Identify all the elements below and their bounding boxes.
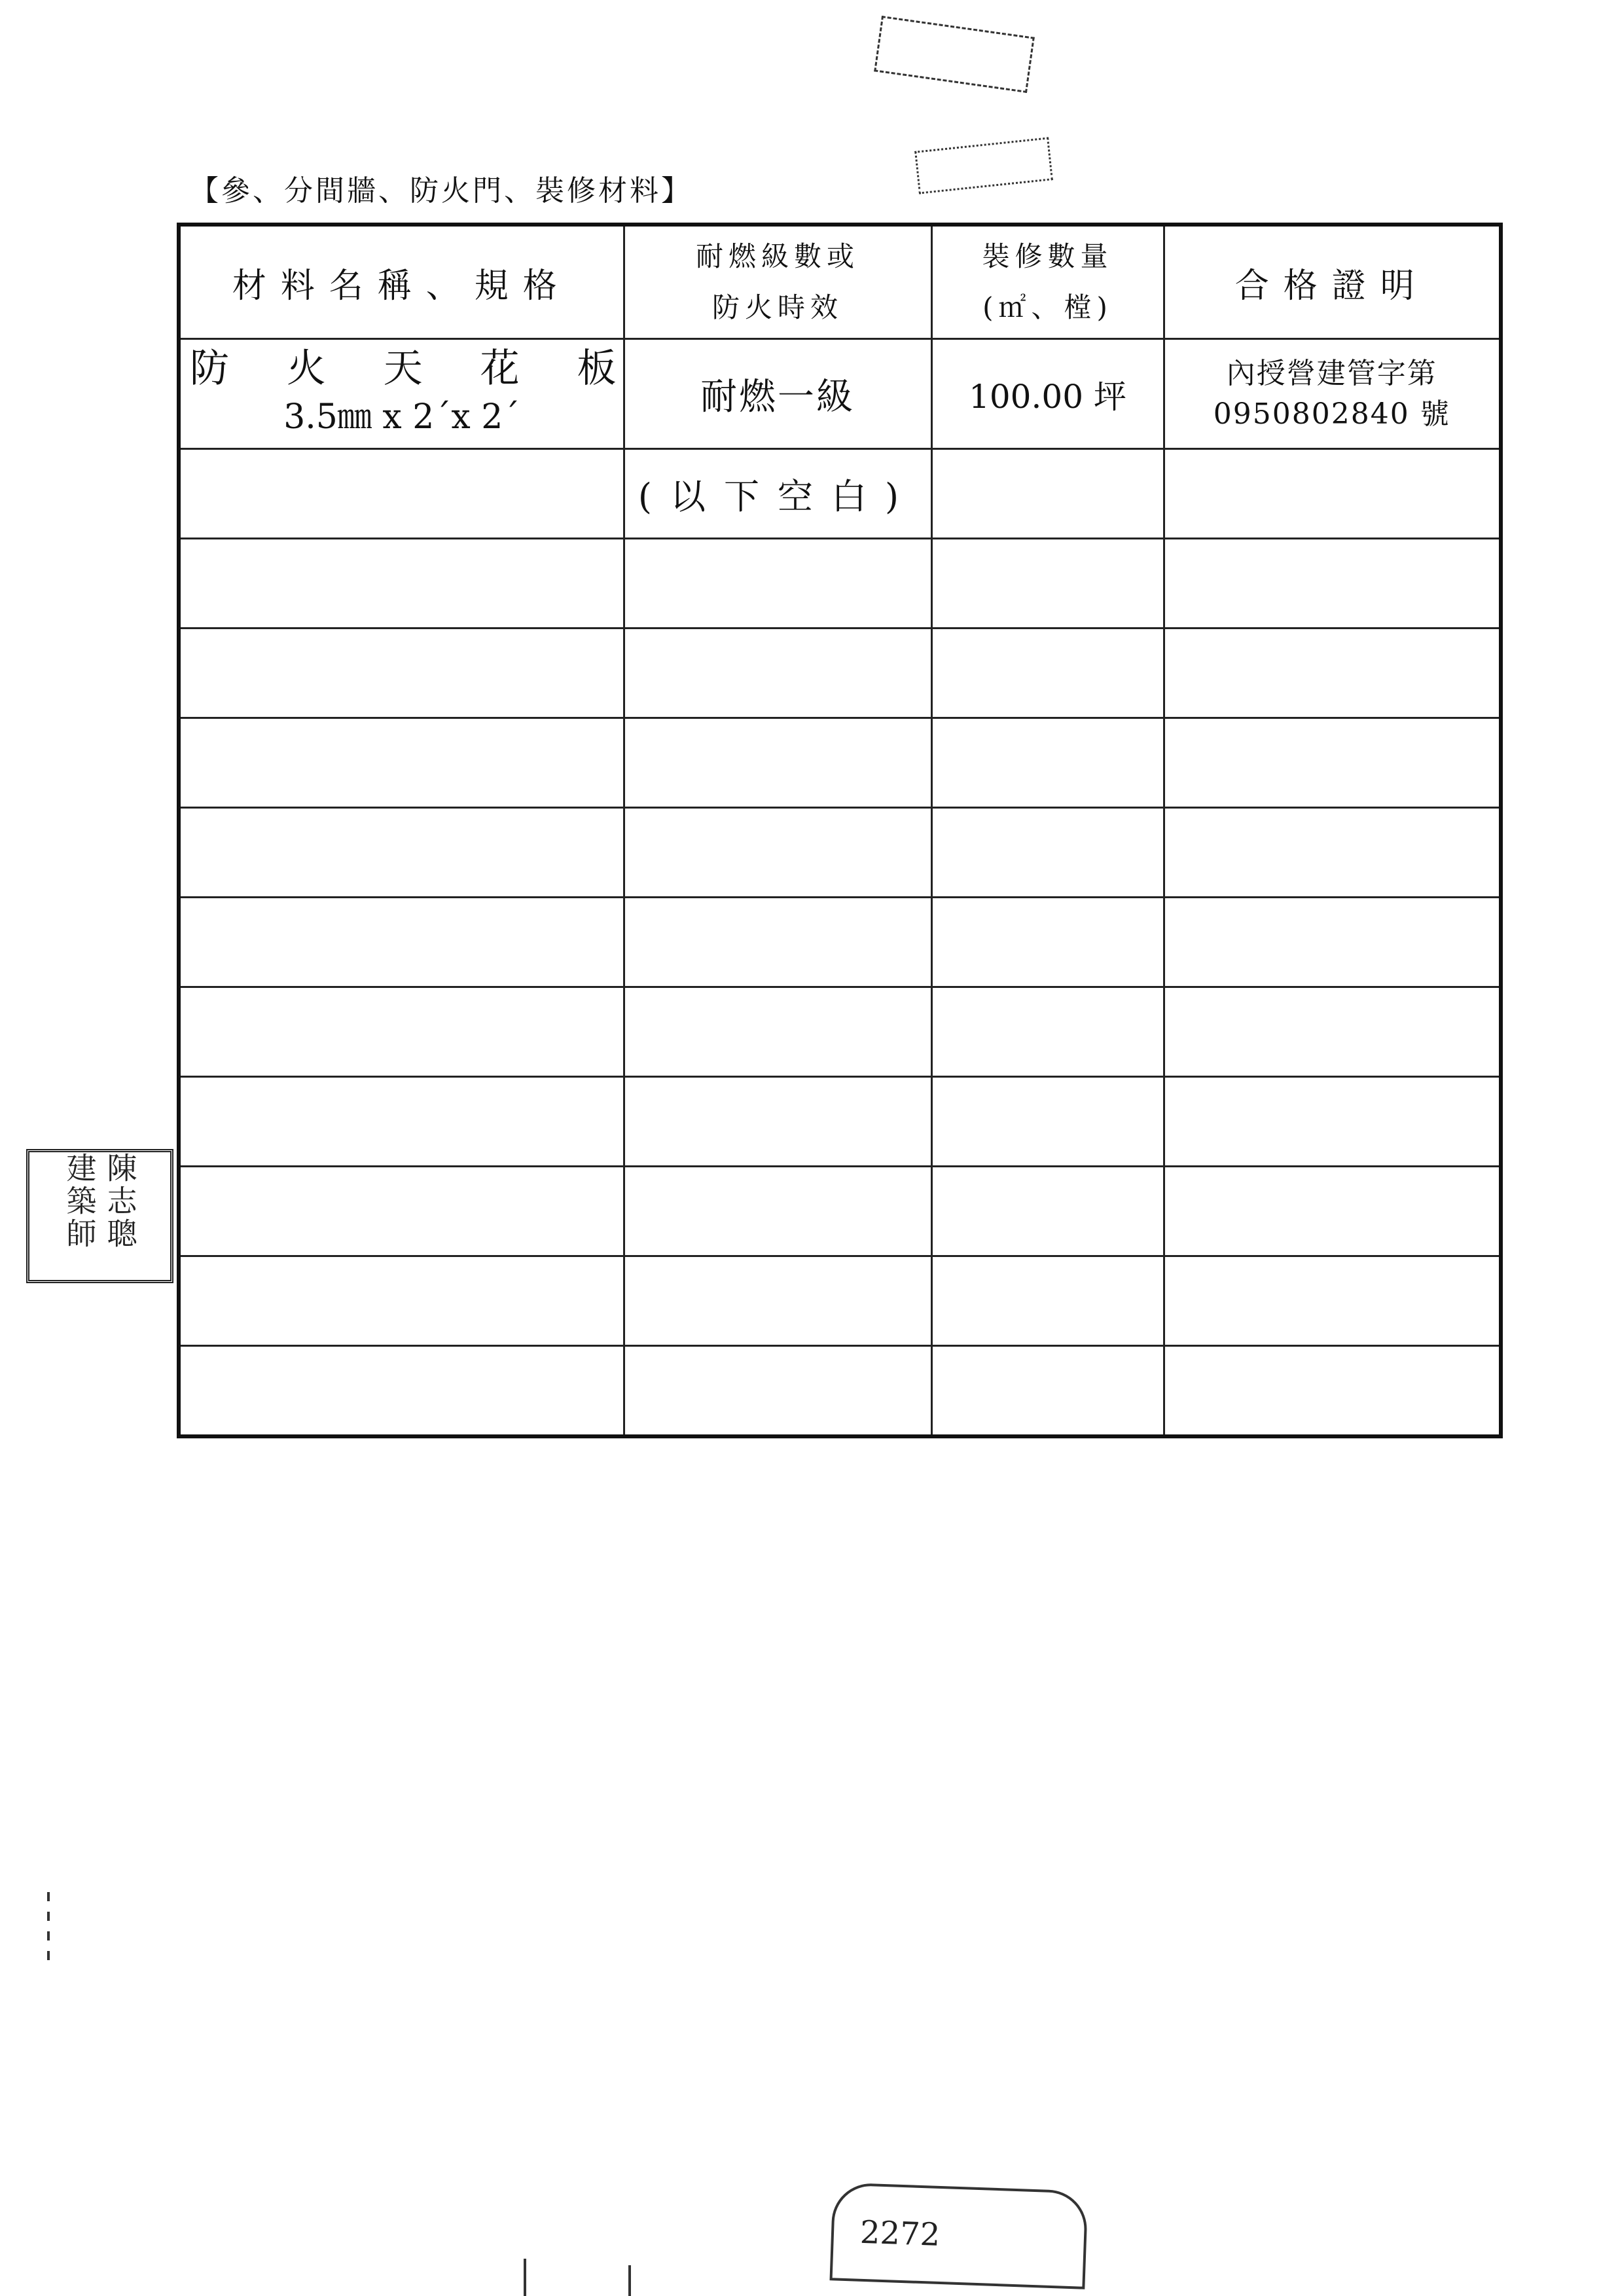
page-seal-bottom: 2272 [830,2182,1088,2289]
materials-table [177,223,1503,1438]
table-row [179,449,1501,539]
binding-mark [47,1951,50,1960]
material-name: 防 火 天 花 板 [190,345,617,392]
header-certificate: 合格證明 [1164,225,1501,339]
binding-mark [47,1931,50,1941]
binding-mark [47,1912,50,1921]
table-row [179,1167,1501,1256]
table-row [179,718,1501,808]
table-row [179,539,1501,629]
table-row [179,1077,1501,1167]
cell-rating: 耐燃一級 [624,339,931,449]
header-rating: 耐燃級數或 防火時效 [624,225,931,339]
header-name-spec: 材料名稱、規格 [179,225,624,339]
cell-quantity: 100.00 坪 [931,339,1164,449]
material-spec: 3.5㎜ x 2ˊx 2ˊ [283,397,520,437]
table-row [179,898,1501,987]
table-row [179,629,1501,718]
fold-mark [628,2265,631,2296]
table-row [179,339,1501,449]
faded-stamp-top [874,16,1035,93]
binding-mark [47,1892,50,1901]
table-header-row [179,225,1501,339]
cell-certificate: 內授營建管字第 0950802840 號 [1164,339,1501,449]
table-row [179,1256,1501,1346]
table-row [179,987,1501,1077]
section-heading: 【參、分間牆、防火門、裝修材料】 [190,174,692,208]
architect-seal: 陳志聰建築師 [26,1149,173,1283]
table-row [179,1346,1501,1437]
cell-material-name [179,339,624,449]
fold-mark [524,2259,526,2296]
faded-stamp-top-small [914,137,1053,194]
header-quantity: 裝修數量 (㎡、樘) [931,225,1164,339]
table-row [179,808,1501,898]
blank-note-cell: (以下空白) [624,449,931,539]
